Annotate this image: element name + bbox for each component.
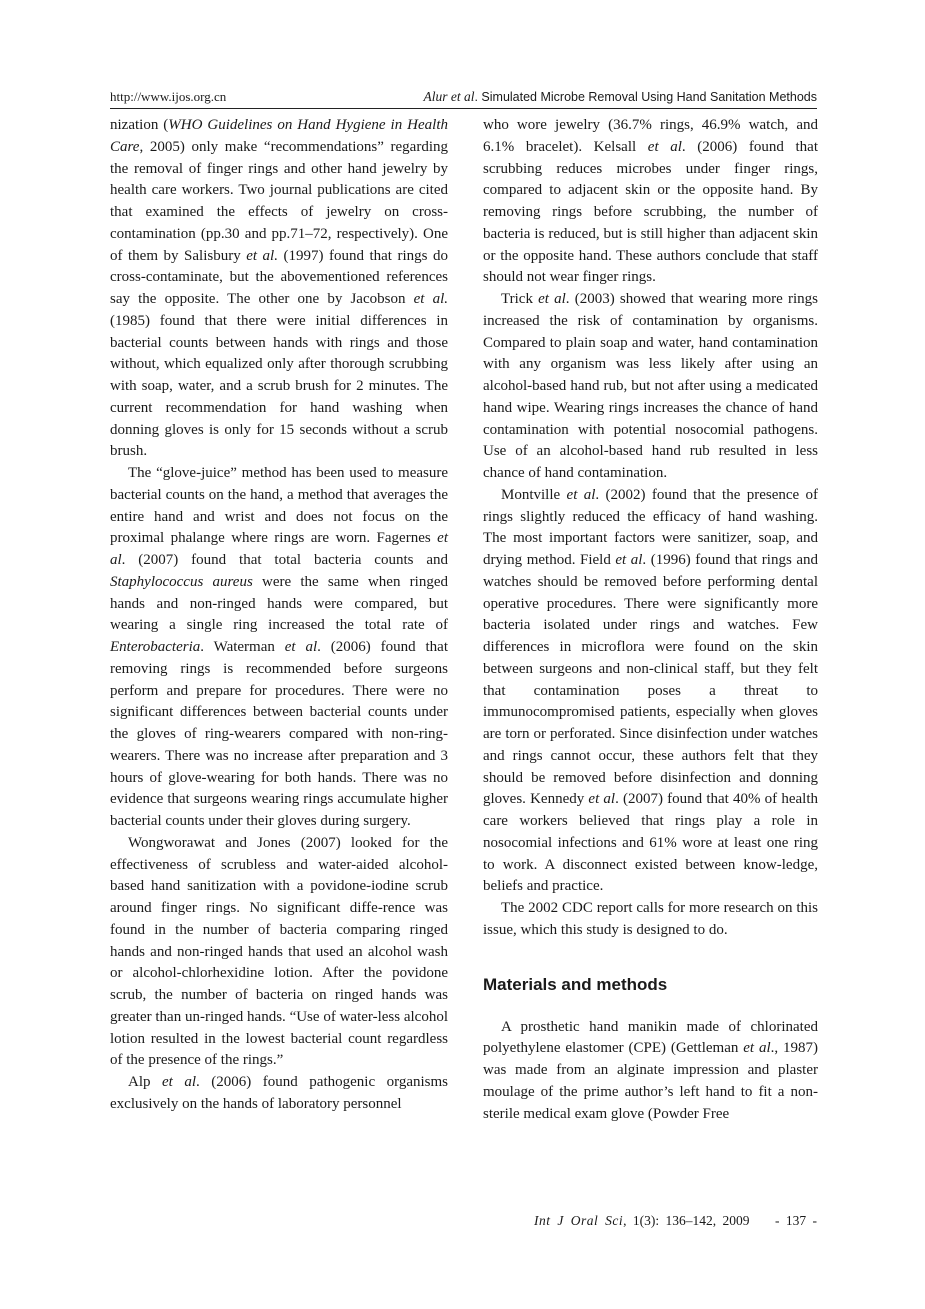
italic-text: et al — [615, 552, 643, 568]
body-paragraph — [483, 485, 818, 898]
text-run: . Waterman — [200, 639, 285, 655]
text-run: . (2002) found that the presence of rings slightly reduced the efficacy of hand washing. The most important factors were sanitizer, soap, and drying method. Field — [483, 486, 819, 568]
text-run: (1985) found that there were initial differences in bacterial counts between hands with rings and those without, which equalized only after thorough scrubbing with soap, water, and a scrub brush for 2 minutes. The current recommendation for hand washing when donning gloves is only for 15 seconds without a scrub brush. — [110, 312, 448, 460]
text-run: . (2006) found that scrubbing reduces microbes under finger rings, compared to adjacent skin or the opposite hand. By removing rings before scrubbing, the number of bacteria is reduced, but is still higher than adjacent skin or the opposite hand. These authors conclude that staff should not wear finger rings. — [483, 138, 818, 286]
text-run: Wongworawat and Jones (2007) looked for the effectiveness of scrubless and water-aided alcohol-based hand sanitization with a povidone-iodine scrub around finger rings. No significant diffe-rence was found in the number of bacteria comparing ringed hands and non-ringed hands that used an alcohol wash or alcohol-chlorhexidine lotion. After the povidone scrub, the number of bacteria on ringed hands was greater than un-ringed hands. “Use of water-less alcohol lotion resulted in the lowest bacterial count regardless of the presence of the rings.” — [110, 834, 448, 1069]
right-column — [483, 115, 818, 1125]
journal-url: http://www.ijos.org.cn — [110, 89, 227, 104]
italic-text: et al. — [246, 247, 278, 264]
text-run: The 2002 CDC report calls for more research on this issue, which this study is designed to do. — [483, 900, 818, 938]
italic-text: WHO Guidelines on Hand Hygiene in Health Care — [110, 117, 448, 155]
text-run: , 2005) only make “recommendations” regarding the removal of finger rings and other hand jewelry by health care workers. Two journal publications are cited that examined the effects of jewelry on cross-contamination (pp.30 and pp.71–72, respectively). One of them by Salisbury — [110, 138, 448, 264]
running-title — [423, 89, 817, 105]
left-column — [110, 115, 448, 1116]
page-footer — [534, 1213, 817, 1229]
text-run: . (2006) found pathogenic organisms exclusively on the hands of laboratory personnel — [110, 1074, 449, 1112]
italic-text: et al — [538, 291, 566, 307]
italic-text: et al — [566, 486, 596, 503]
italic-text: et al. — [413, 291, 448, 307]
body-paragraph — [110, 833, 448, 1072]
text-run: . (2006) found that removing rings is recommended before surgeons perform and prepare for procedures. There were no significant differences between bacterial counts under the gloves of ring-wearers compared with non-ring-wearers. There was no increase after preparation and 3 hours of glove-wearing for both hands. There was no evidence that surgeons wearing rings accumulate higher bacterial counts under their gloves during surgery. — [110, 639, 448, 829]
text-run: who wore jewelry (36.7% rings, 46.9% watch, and 6.1% bracelet). Kelsall — [483, 117, 818, 155]
body-paragraph — [110, 115, 448, 463]
footer-journal: Int J Oral Sci — [534, 1213, 624, 1228]
text-run: Alp — [128, 1074, 163, 1090]
section-heading: Materials and methods — [483, 974, 668, 994]
footer-citation: , 1(3): 136–142, 2009 — [623, 1213, 750, 1228]
text-run: The “glove-juice” method has been used to measure bacterial counts on the hand, a method that averages the entire hand and wrist and does not focus on the proximal phalange where rings are worn. Fagernes — [110, 465, 448, 547]
body-paragraph — [110, 463, 448, 833]
body-paragraph — [483, 1017, 818, 1126]
text-run: . (2003) showed that wearing more rings increased the risk of contamination by organisms. Compared to plain soap and water, hand contamination with any organism was less likely after using an alcohol-based hand rub, but not after using a medicated hand wipe. Wearing rings increases the chance of hand contamination with potential nosocomial pathogens. Use of an alcohol-based hand rub resulted in less chance of hand contamination. — [483, 291, 818, 481]
body-paragraph — [483, 115, 818, 289]
running-header — [110, 86, 817, 109]
text-run: ., 1987) was made from an alginate impression and plaster moulage of the prime author’s left hand to fit a non-sterile medical exam glove (Powder Free — [483, 1040, 818, 1122]
body-paragraph — [110, 1072, 448, 1116]
right-column-body — [483, 115, 818, 942]
italic-text: et al — [588, 791, 616, 808]
italic-text: Enterobacteria — [110, 639, 201, 655]
italic-text: Staphylococcus aureus — [110, 573, 253, 590]
text-run: (1997) found that rings do cross-contaminate, but the abovementioned references say the opposite. The other one by Jacobson — [110, 247, 449, 307]
text-run: A prosthetic hand manikin made of chlorinated polyethylene elastomer (CPE) (Gettleman — [483, 1018, 818, 1057]
italic-text: et al — [743, 1040, 771, 1057]
page-number: - 137 - — [775, 1213, 817, 1228]
text-run: nization ( — [110, 117, 169, 133]
body-paragraph — [483, 289, 818, 485]
text-run: Trick — [501, 291, 539, 307]
text-run: . (2007) found that total bacteria counts and — [121, 552, 448, 568]
running-title-text: . Simulated Microbe Removal Using Hand Sanitation Methods — [474, 90, 817, 104]
italic-text: et al — [647, 138, 682, 155]
italic-text: et al — [284, 639, 318, 655]
text-run: . (2007) found that 40% of health care workers believed that rings play a role in nosocomial infections and 61% wore at least one ring to work. A disconnect existed between know-ledge, beliefs and practice. — [483, 791, 819, 895]
text-run: Montville — [501, 486, 567, 503]
text-run: were the same when ringed hands and non-ringed hands were compared, but wearing a single ring increased the total rate of — [110, 573, 448, 634]
body-paragraph — [483, 898, 818, 942]
italic-text: et al — [162, 1074, 197, 1090]
text-run: . (1996) found that rings and watches should be removed before performing dental operative procedures. There were significantly more bacteria isolated under rings and watches. Few differences in microflora were found on the skin between surgeons and non-clinical staff, but they felt that contamination poses a threat to immunocompromised patients, especially when gloves are torn or perforated. Since disinfection under watches and rings cannot occur, these authors felt that they should be removed before disinfection and donning gloves. Kennedy — [483, 552, 819, 808]
running-title-authors: Alur et al — [423, 89, 475, 104]
italic-text: et al — [110, 530, 448, 568]
